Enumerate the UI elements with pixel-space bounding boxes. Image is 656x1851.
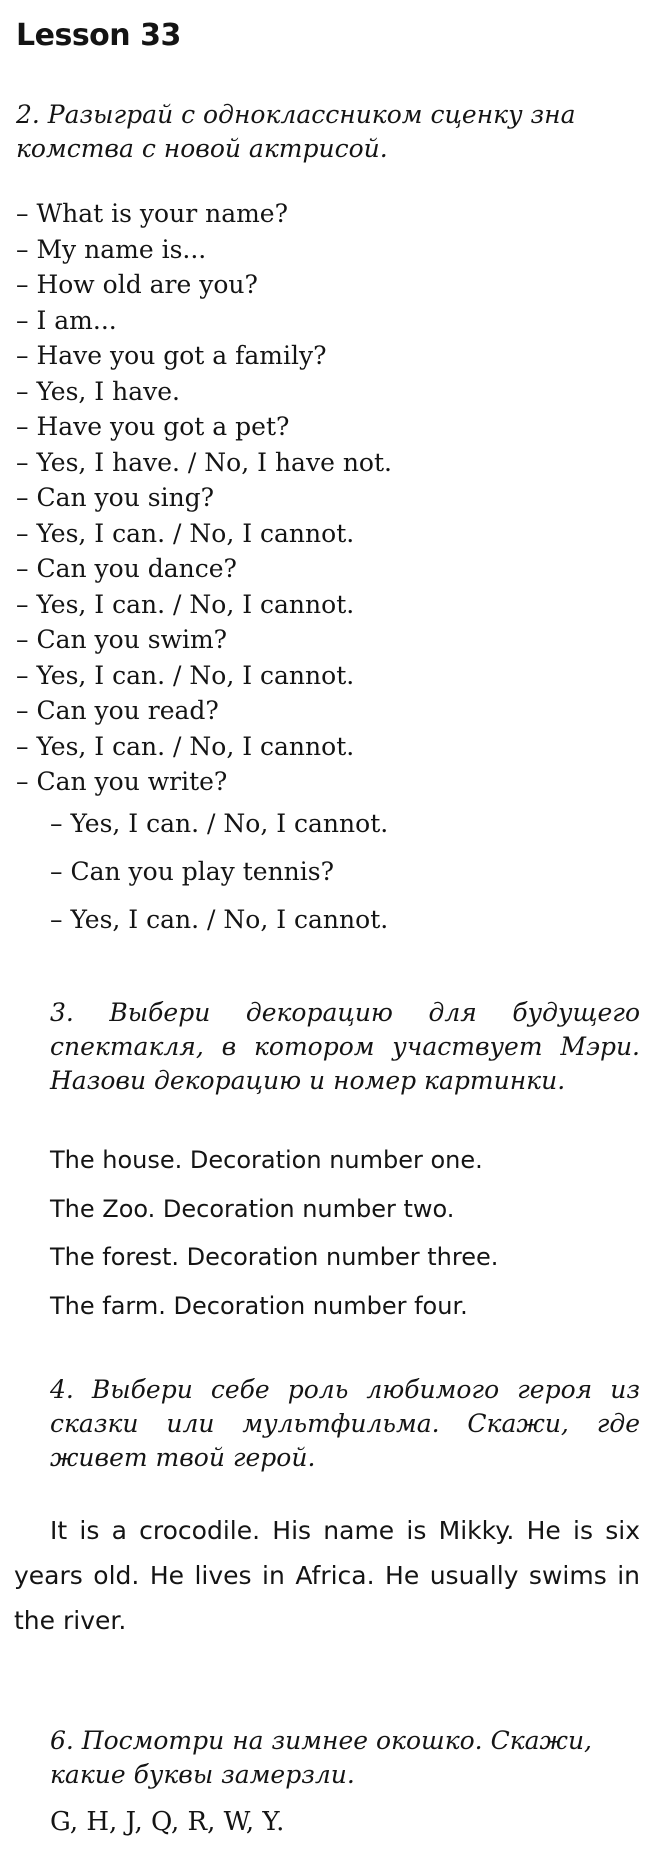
dialog-line: – How old are you? xyxy=(16,270,258,299)
dialog-line: – Yes, I have. / No, I have not. xyxy=(16,447,392,477)
dialog-line: – Can you write? xyxy=(16,767,228,796)
dialog-line: – Have you got a family? xyxy=(16,341,327,370)
answer-line: The forest. Decoration number three. xyxy=(50,1243,499,1271)
task-2-dialog xyxy=(16,196,392,800)
task-4-answer: It is a crocodile. His name is Mikky. He is six years old. He lives in Africa. He usually swims in the river. xyxy=(14,1516,640,1635)
answer-line: The house. Decoration number one. xyxy=(50,1146,483,1174)
answer-line: The farm. Decoration number four. xyxy=(50,1291,468,1320)
dialog-line: – Can you play tennis? xyxy=(50,857,334,886)
dialog-line: – What is your name? xyxy=(16,199,288,228)
dialog-line: – Can you swim? xyxy=(16,625,228,654)
answer-line: The Zoo. Decoration number two. xyxy=(50,1194,455,1223)
lesson-title: Lesson 33 xyxy=(16,18,181,53)
task-3-answers xyxy=(50,1136,498,1330)
dialog-line: – Can you dance? xyxy=(16,554,237,583)
dialog-line: – I am... xyxy=(16,305,117,335)
task-6-answer: G, H, J, Q, R, W, Y. xyxy=(50,1807,285,1837)
dialog-line: – Yes, I can. / No, I cannot. xyxy=(16,589,355,619)
dialog-line: – Yes, I can. / No, I cannot. xyxy=(50,905,389,934)
dialog-line: – Yes, I can. / No, I cannot. xyxy=(50,809,389,838)
dialog-line: – Can you read? xyxy=(16,696,219,725)
task-3-instruction: 3. Выбери декорацию для будущего спектакля, в котором участвует Мэри. Назови декорацию и номер картинки. xyxy=(50,998,640,1095)
dialog-line: – Yes, I can. / No, I cannot. xyxy=(16,660,355,690)
dialog-line: – Can you sing? xyxy=(16,483,215,512)
task-2-dialog-continued xyxy=(50,800,388,944)
dialog-line: – Yes, I can. / No, I cannot. xyxy=(16,518,355,548)
task-6-instruction: 6. Посмотри на зимнее окошко. Скажи, какие буквы замерзли. xyxy=(50,1726,592,1789)
dialog-line: – Yes, I can. / No, I cannot. xyxy=(16,731,355,761)
task-2-instruction: 2. Разыграй с одноклассником сценку зна комства с новой актрисой. xyxy=(16,100,576,163)
dialog-line: – Yes, I have. xyxy=(16,376,180,406)
dialog-line: – My name is... xyxy=(16,234,207,264)
dialog-line: – Have you got a pet? xyxy=(16,412,290,441)
task-4-instruction: 4. Выбери себе роль любимого героя из сказки или мультфильма. Скажи, где живет твой герой. xyxy=(50,1375,640,1472)
